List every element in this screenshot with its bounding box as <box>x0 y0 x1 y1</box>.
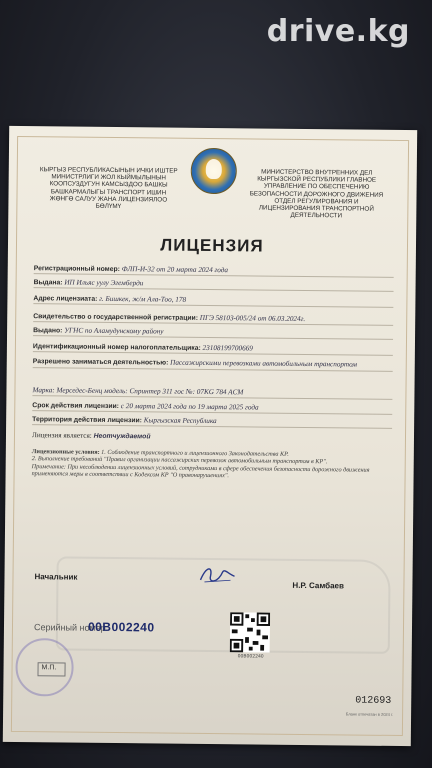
status-label: Лицензия является: <box>31 431 92 440</box>
header-right-russian: МИНИСТЕРСТВО ВНУТРЕННИХ ДЕЛ КЫРГЫЗСКОЙ РЕСПУБЛИКИ ГЛАВНОЕ УПРАВЛЕНИЕ ПО ОБЕСПЕЧЕНИЮ БЕЗОПАСНОСТИ ДОРОЖНОГО ДВИЖЕНИЯ ОТДЕЛ РЕГУЛИРОВАНИЯ И ЛИЦЕНЗИРОВАНИЯ ТРАНСПОРТНОЙ ДЕЯТЕЛЬНОСТИ <box>249 168 384 220</box>
issued-to-label: Выдана: <box>33 279 63 287</box>
issuer-label: Выдано: <box>33 327 63 335</box>
signature-icon <box>196 564 236 586</box>
status-value: Неотчуждаемой <box>93 432 151 441</box>
inn-label: Идентификационный номер налогоплательщика: <box>32 343 201 352</box>
document-number: 012693 <box>355 695 392 707</box>
address-label: Адрес лицензиата: <box>33 295 98 303</box>
document-title: ЛИЦЕНЗИЯ <box>160 235 264 256</box>
certificate-value: ПГЭ 58103-005/24 от 06.03.2024г. <box>199 313 306 323</box>
registration-number-label: Регистрационный номер: <box>33 265 120 274</box>
vehicle-value: Марка: Мерседес-Бенц модель: Спринтер 311 гос №: 07KG 784 ACM <box>32 386 244 397</box>
chief-name: Н.Р. Самбаев <box>292 580 344 591</box>
watermark-logo: drive.kg <box>266 14 410 49</box>
conditions-note: Примечание: При несоблюдении лицензионных условий, сотрудниками в сфере обеспечения безопасности дорожного движения применяются меры в соответствии с Кодексом КР "О правонарушениях". <box>31 462 370 480</box>
term-label: Срок действия лицензии: <box>32 402 119 411</box>
qr-caption: 00В002240 <box>237 654 264 660</box>
license-document <box>3 126 417 746</box>
certificate-label: Свидетельство о государственной регистрации: <box>33 313 199 322</box>
registration-number-value: ФЛП-И-32 от 20 марта 2024 года <box>121 265 229 275</box>
serial-number-label: Серийный номер: <box>33 622 109 633</box>
condition-item: 2. Выполнение требований "Правил организации пассажирских перевозок автомобильным транспортом в КР". <box>31 455 328 466</box>
chief-label: Начальник <box>34 572 78 582</box>
issuer-value: УГНС по Аламудунскому району <box>64 326 164 336</box>
stamp-label: М.П. <box>41 664 57 672</box>
print-note: Бланк отпечатан в 2024 г. <box>345 711 394 717</box>
license-conditions <box>32 448 392 481</box>
issued-to-value: ИП Ильяс уулу Эгемберди <box>64 278 144 288</box>
activity-value: Пассажирскими перевозками автомобильным транспортом <box>170 358 358 369</box>
term-value: с 20 марта 2024 года по 19 марта 2025 года <box>120 402 259 412</box>
territory-value: Кыргызская Республика <box>143 416 217 426</box>
qr-code-icon <box>230 612 270 652</box>
header-left-kyrgyz: КЫРГЫЗ РЕСПУБЛИКАСЫНЫН ИЧКИ ИШТЕР МИНИСТРЛИГИ ЖОЛ КЫЙМЫЛЫНЫН КООПСУЗДУГУН КАМСЫЗДОО БАШКЫ БАШКАРМАЛЫГЫ ТРАНСПОРТ ИШИН ЖӨНГӨ САЛУУ ЖАНА ЛИЦЕНЗИЯЛОО БӨЛҮМҮ <box>39 166 178 211</box>
state-emblem-icon <box>191 148 237 194</box>
address-value: г. Бишкек, ж/м Ала-Тоо, 178 <box>99 294 187 304</box>
territory-label: Территория действия лицензии: <box>32 416 143 425</box>
condition-item: 1. Соблюдение транспортного и лицензионного Законодательства КР. <box>101 448 289 458</box>
inn-value: 23108199700669 <box>202 343 253 353</box>
serial-number-value: 00В002240 <box>87 619 155 635</box>
activity-label: Разрешено заниматься деятельностью: <box>32 358 169 367</box>
conditions-label: Лицензионные условия: <box>31 448 100 456</box>
